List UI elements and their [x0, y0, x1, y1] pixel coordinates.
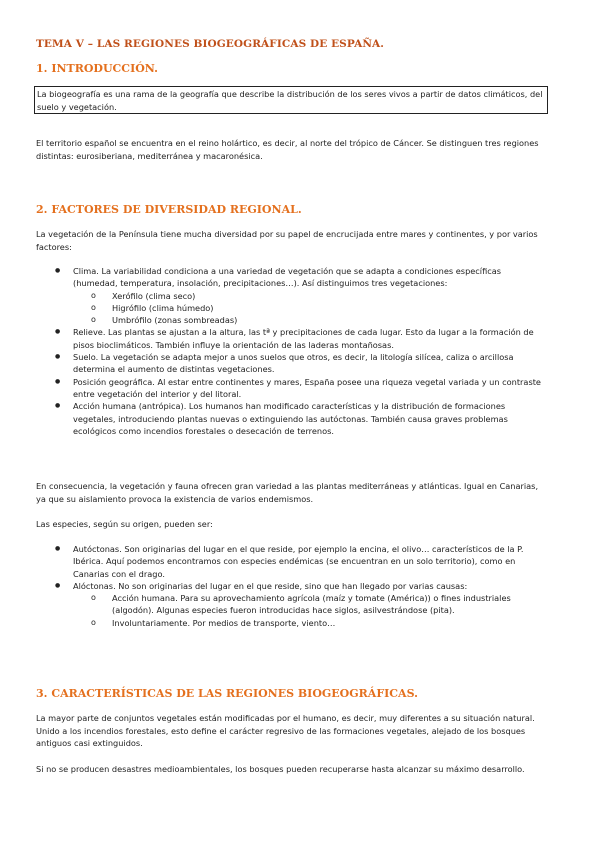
- document-title: TEMA V – LAS REGIONES BIOGEOGRÁFICAS DE ESPAÑA.: [36, 38, 385, 50]
- alien-cause-item: o Acción humana. Para su aprovechamiento agrícola (maíz y tomate (América)) o fines industriales (algodón). Algunas especies fueron introducidas hace siglos, asilvestrándose (pita).: [91, 592, 548, 617]
- species-alien: [55, 580, 548, 629]
- factor-relief: ● Relieve. Las plantas se ajustan a la altura, las tª y precipitaciones de cada lugar. Esto da lugar a la formación de pisos bioclimáticos. También influye la orientación de las laderas montañosas.: [55, 326, 548, 351]
- factor-climate-text: Clima. La variabilidad condiciona a una variedad de vegetación que se adapta a condiciones específicas (humedad, temperatura, insolación, precipitaciones…). Así distinguimos tres vegetaciones:: [73, 266, 502, 289]
- climate-type-item: o Higrófilo (clima húmedo): [91, 302, 548, 314]
- climate-types-list: [73, 290, 548, 327]
- factor-soil: ● Suelo. La vegetación se adapta mejor a unos suelos que otros, es decir, la litología silícea, caliza o arcillosa determina el aumento de distintas vegetaciones.: [55, 351, 548, 376]
- species-native: ● Autóctonas. Son originarias del lugar en el que reside, por ejemplo la encina, el olivo… característicos de la P. Ibérica. Aquí podemos encontramos con especies endémicas (se encuentran en un solo territorio), como en Canarias con el drago.: [55, 543, 548, 580]
- definition-box: La biogeografía es una rama de la geografía que describe la distribución de los seres vivos a partir de datos climáticos, del suelo y vegetación.: [34, 86, 548, 114]
- factors-list: [55, 265, 548, 437]
- heading-characteristics: 3. CARACTERÍSTICAS DE LAS REGIONES BIOGEOGRÁFICAS.: [36, 687, 418, 700]
- climate-type-item: o Umbrófilo (zonas sombreadas): [91, 314, 548, 326]
- species-alien-text: Alóctonas. No son originarias del lugar en el que reside, sino que han llegado por varias causas:: [73, 580, 468, 591]
- species-list: [55, 543, 548, 629]
- alien-cause-item: o Involuntariamente. Por medios de transporte, viento…: [91, 617, 548, 629]
- paragraph-species-intro: Las especies, según su origen, pueden ser:: [36, 519, 213, 529]
- paragraph-vegetation-intro: La vegetación de la Península tiene mucha diversidad por su papel de encrucijada entre mares y continentes, y por varios factores:: [36, 229, 538, 252]
- heading-introduction: 1. INTRODUCCIÓN.: [36, 62, 158, 75]
- factor-geographic-position: ● Posición geográfica. Al estar entre continentes y mares, España posee una riqueza vegetal variada y un contraste entre vegetación del interior y del litoral.: [55, 376, 548, 401]
- climate-type-item: o Xerófilo (clima seco): [91, 290, 548, 302]
- alien-causes-list: [73, 592, 548, 629]
- factor-climate: [55, 265, 548, 326]
- paragraph-conclusion: En consecuencia, la vegetación y fauna ofrecen gran variedad a las plantas mediterráneas y atlánticas. Igual en Canarias, ya que su aislamiento provoca la existencia de varios endemismos.: [36, 481, 539, 504]
- factor-human-action: ● Acción humana (antrópica). Los humanos han modificado características y la distribución de formaciones vegetales, introduciendo plantas nuevas o extinguiendo las autóctonas. También causa graves problemas ecológicos como incendios forestales o desecación de terrenos.: [55, 400, 548, 437]
- heading-diversity-factors: 2. FACTORES DE DIVERSIDAD REGIONAL.: [36, 203, 302, 216]
- paragraph-territory: El territorio español se encuentra en el reino holártico, es decir, al norte del trópico de Cáncer. Se distinguen tres regiones distintas: eurosiberiana, mediterránea y macaronésica.: [36, 138, 539, 161]
- paragraph-recovery: Si no se producen desastres medioambientales, los bosques pueden recuperarse hasta alcanzar su máximo desarrollo.: [36, 764, 525, 774]
- paragraph-characteristics: La mayor parte de conjuntos vegetales están modificadas por el humano, es decir, muy diferentes a su situación natural. Unido a los incendios forestales, esto define el carácter regresivo de las formaciones vegetales, alejado de los bosques antiguos casi extinguidos.: [36, 713, 535, 748]
